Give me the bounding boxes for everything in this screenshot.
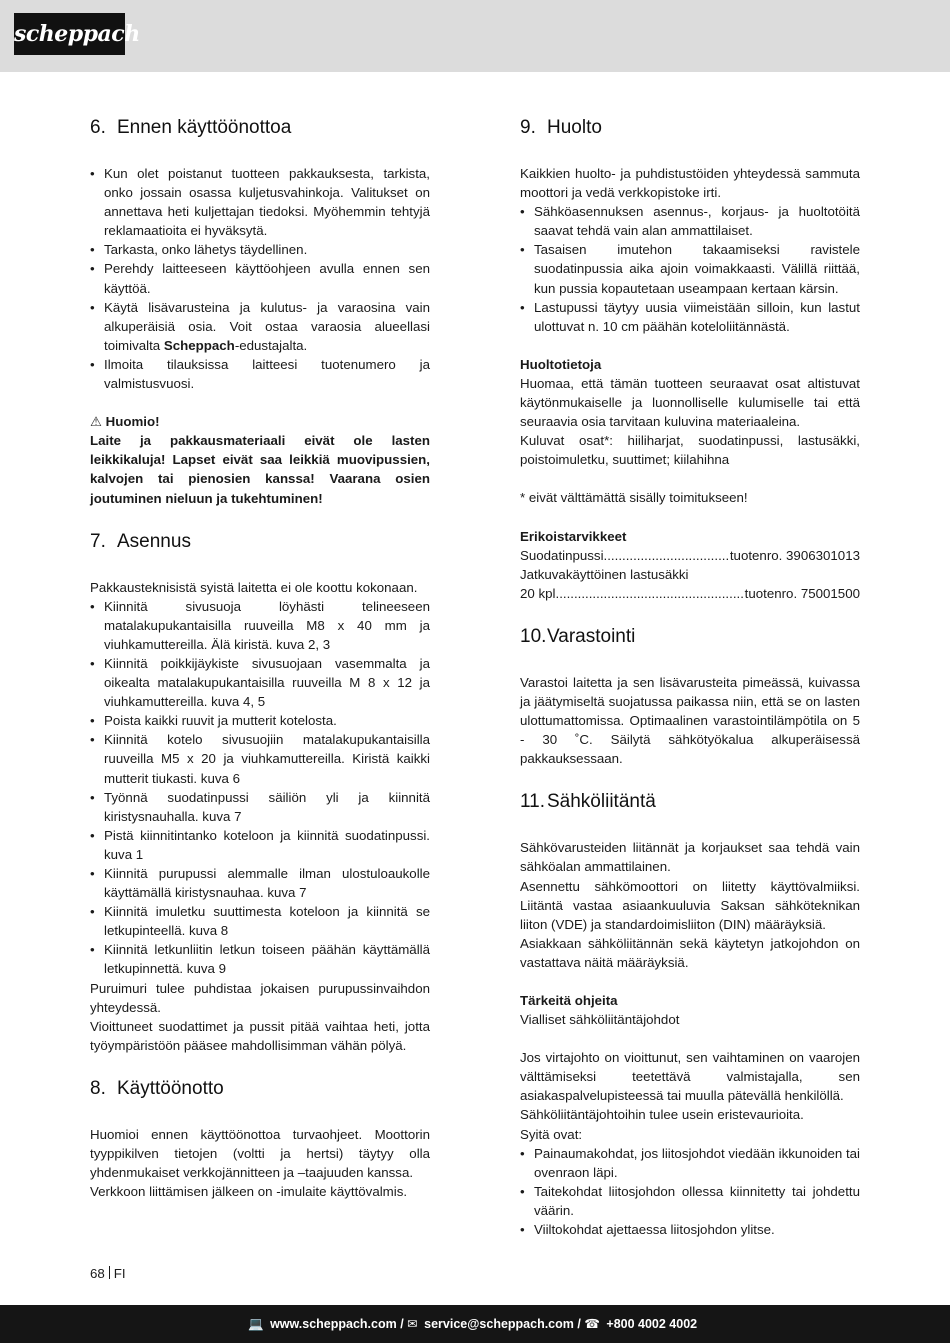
accessory-row: [520, 546, 860, 565]
list-item: • Painaumakohdat, jos liitosjohdot viedään ikkunoiden tai ovenraon läpi.: [520, 1144, 860, 1182]
section-11-p3: Asiakkaan sähköliitännän sekä käytetyn jatkojohdon on vastattava näitä määräyksiä.: [520, 935, 860, 970]
section-8-heading: 8. Käyttöönotto: [90, 1077, 224, 1099]
warning-title: ⚠ Huomio!: [90, 414, 160, 430]
accessory-number: tuotenro. 75001500: [744, 585, 860, 601]
section-8-text-2: Verkkoon liittämisen jälkeen on -imulaite käyttövalmis.: [90, 1184, 408, 1200]
email-link[interactable]: service@scheppach.com /: [424, 1317, 581, 1331]
section-11-list: [520, 1144, 860, 1239]
section-9-heading: 9. Huolto: [520, 117, 602, 138]
website-link[interactable]: www.scheppach.com /: [270, 1317, 404, 1331]
section-11-p5: Sähköliitäntäjohtoihin tulee usein eristevaurioita.: [520, 1107, 804, 1123]
list-item: • Kiinnitä sivusuoja löyhästi telineeseen matalakupukantaisilla ruuveilla M8 x 40 mm ja viuhkamuttereilla. Älä kiristä. kuva 2, 3: [90, 597, 430, 654]
section-8-text-1: Huomioi ennen käyttöönottoa turvaohjeet. Moottorin tyyppikilven tietojen (voltti ja hertsi) täytyy olla yhdenmukaiset verkkojännitteen ja –taajuuden kanssa.: [90, 1126, 430, 1181]
header-bar: [0, 0, 950, 72]
list-item: • Kiinnitä imuletku suuttimesta koteloon ja kiinnitä se letkupinteellä. kuva 8: [90, 902, 430, 940]
section-11-p4: Jos virtajohto on vioittunut, sen vaihtaminen on vaarojen välttämiseksi teetettävä valmistajalla, sen asiakaspalvelupisteessä tai muulla pätevällä henkilöllä.: [520, 1050, 860, 1104]
left-column: [90, 116, 430, 1201]
section-11-p1: Sähkövarusteiden liitännät ja korjaukset saa tehdä vain sähköalan ammattilainen.: [520, 840, 860, 875]
accessories-title: Erikoistarvikkeet: [520, 528, 627, 544]
computer-icon: 💻: [248, 1317, 264, 1331]
accessory-number: tuotenro. 3906301013: [729, 547, 860, 563]
list-item: • Kiinnitä kotelo sivusuojiin matalakupukantaisilla ruuveilla M5 x 20 ja viuhkamuttereilla. Kiristä kaikki mutterit tiukasti. kuva 6: [90, 730, 430, 787]
footnote: * eivät välttämättä sisälly toimitukseen!: [520, 490, 748, 506]
section-6-heading: 6. Ennen käyttöönottoa: [90, 117, 292, 138]
list-item: • Ilmoita tilauksissa laitteesi tuotenumero ja valmistusvuosi.: [90, 355, 430, 393]
list-item: • Tarkasta, onko lähetys täydellinen.: [90, 240, 430, 259]
section-7-list: [90, 597, 430, 979]
right-column: [520, 116, 860, 1239]
list-item: • Poista kaikki ruuvit ja mutterit kotelosta.: [90, 711, 430, 730]
list-item: • Viiltokohdat ajettaessa liitosjohdon ylitse.: [520, 1220, 860, 1239]
list-item: • Työnnä suodatinpussi säiliön yli ja kiinnitä kiristysnauhalla. kuva 7: [90, 788, 430, 826]
list-item: • Taitekohdat liitosjohdon ollessa kiinnitetty tai johdettu väärin.: [520, 1182, 860, 1220]
important-notes-subtitle: Vialliset sähköliitäntäjohdot: [520, 1012, 680, 1028]
page-number: 68 FI: [90, 1266, 126, 1281]
accessory-name: Suodatinpussi: [520, 547, 604, 563]
section-9-list: [520, 202, 860, 336]
list-item: • Kiinnitä letkunliitin letkun toiseen päähän käyttämällä letkupinnettä. kuva 9: [90, 940, 430, 978]
list-item: • Kiinnitä purupussi alemmalle ilman ulostuloaukolle käyttämällä kiristysnauhaa. kuva 7: [90, 864, 430, 902]
accessory-name: 20 kpl.: [520, 585, 560, 601]
accessory-name-line: Jatkuvakäyttöinen lastusäkki: [520, 566, 689, 582]
section-7-intro: Pakkausteknisistä syistä laitetta ei ole koottu kokonaan.: [90, 579, 418, 595]
section-10-heading: 10.Varastointi: [520, 625, 636, 647]
important-notes-title: Tärkeitä ohjeita: [520, 993, 618, 1008]
phone-number: +800 4002 4002: [606, 1317, 698, 1331]
list-item: • Kun olet poistanut tuotteen pakkauksesta, tarkista, onko jossain osassa kuljetusvahinkoja. Valitukset on annettava heti kuljettajan tiedoksi. Myöhemmin tehtyjä reklamaatioita ei hyväksytä.: [90, 164, 430, 240]
wear-parts-text: Kuluvat osat*: hiiliharjat, suodatinpussi, lastusäkki, poistoimuletku, suuttimet; kiilahihna: [520, 433, 860, 468]
warning-text: Laite ja pakkausmateriaali eivät ole lasten leikkikaluja! Lapset eivät saa leikkiä muovipussien, kalvojen tai pienosien kanssa! Vaarana osien joutuminen nieluun ja tukehtuminen!: [90, 433, 430, 506]
huoltotietoja-text: Huomaa, että tämän tuotteen seuraavat osat altistuvat käytönmukaiselle ja luonnolliselle kulumiselle tai että seuraavia osia tarvitaan kuluvina materiaaleina.: [520, 375, 860, 430]
section-7-outro-2: Vioittuneet suodattimet ja pussit pitää vaihtaa heti, jotta työympäristöön pääsee mahdollisimman vähän pölyä.: [90, 1018, 430, 1053]
scheppach-logo: scheppach: [14, 13, 125, 55]
phone-icon: ☎: [584, 1317, 600, 1331]
list-item: • Pistä kiinnitintanko koteloon ja kiinnitä suodatinpussi. kuva 1: [90, 826, 430, 864]
section-11-p6: Syitä ovat:: [520, 1126, 583, 1142]
accessory-row: [520, 584, 860, 603]
huoltotietoja-title: Huoltotietoja: [520, 356, 602, 372]
section-11-p2: Asennettu sähkömoottori on liitetty käyttövalmiiksi. Liitäntä vastaa asiaankuuluvia Saksan sähköteknikan liiton (VDE) ja standardoimisliiton (DIN) määräyksiä.: [520, 878, 860, 932]
list-item: • Tasaisen imutehon takaamiseksi ravistele suodatinpussia aika ajoin voimakkaasti. Välillä riittää, kun pussia kopautetaan useampaan kertaan kärsin.: [520, 240, 860, 297]
divider: [109, 1266, 110, 1279]
list-item: • Sähköasennuksen asennus-, korjaus- ja huoltotöitä saavat tehdä vain alan ammattilaiset.: [520, 202, 860, 240]
section-11-heading: 11. Sähköliitäntä: [520, 791, 656, 813]
mail-icon: ✉: [407, 1317, 418, 1331]
list-item: • Perehdy laitteeseen käyttöohjeen avulla ennen sen käyttöä.: [90, 259, 430, 297]
list-item: • Käytä lisävarusteina ja kulutus- ja varaosina vain alkuperäisiä osia. Voit ostaa varaosia alueellasi toimivalta Scheppach-edustajalta.: [90, 298, 430, 355]
warning-box: [90, 412, 430, 507]
section-9-intro: Kaikkien huolto- ja puhdistustöiden yhteydessä sammuta moottori ja vedä verkkopistoke irti.: [520, 166, 860, 201]
section-10-text: Varastoi laitetta ja sen lisävarusteita pimeässä, kuivassa ja jäätymiseltä suojatussa paikassa niin, että se on lasten ulottumattomissa. Optimaalinen varastointilämpötila on 5 - 30 ˚C. Säilytä sähkötyökalua alkuperäisessä pakkauksessaan.: [520, 674, 860, 767]
section-6-list: [90, 164, 430, 393]
list-item: • Lastupussi täytyy uusia viimeistään silloin, kun lastut ulottuvat n. 10 cm päähän koteloliitännästä.: [520, 298, 860, 336]
section-7-heading: 7. Asennus: [90, 530, 191, 552]
footer-bar: [0, 1305, 950, 1343]
list-item: • Kiinnitä poikkijäykiste sivusuojaan vasemmalta ja oikealta matalakupukantaisilla ruuveilla M 8 x 12 ja viuhkamuttereilla. kuva 4, 5: [90, 654, 430, 711]
section-7-outro-1: Puruimuri tulee puhdistaa jokaisen purupussinvaihdon yhteydessä.: [90, 980, 430, 1015]
